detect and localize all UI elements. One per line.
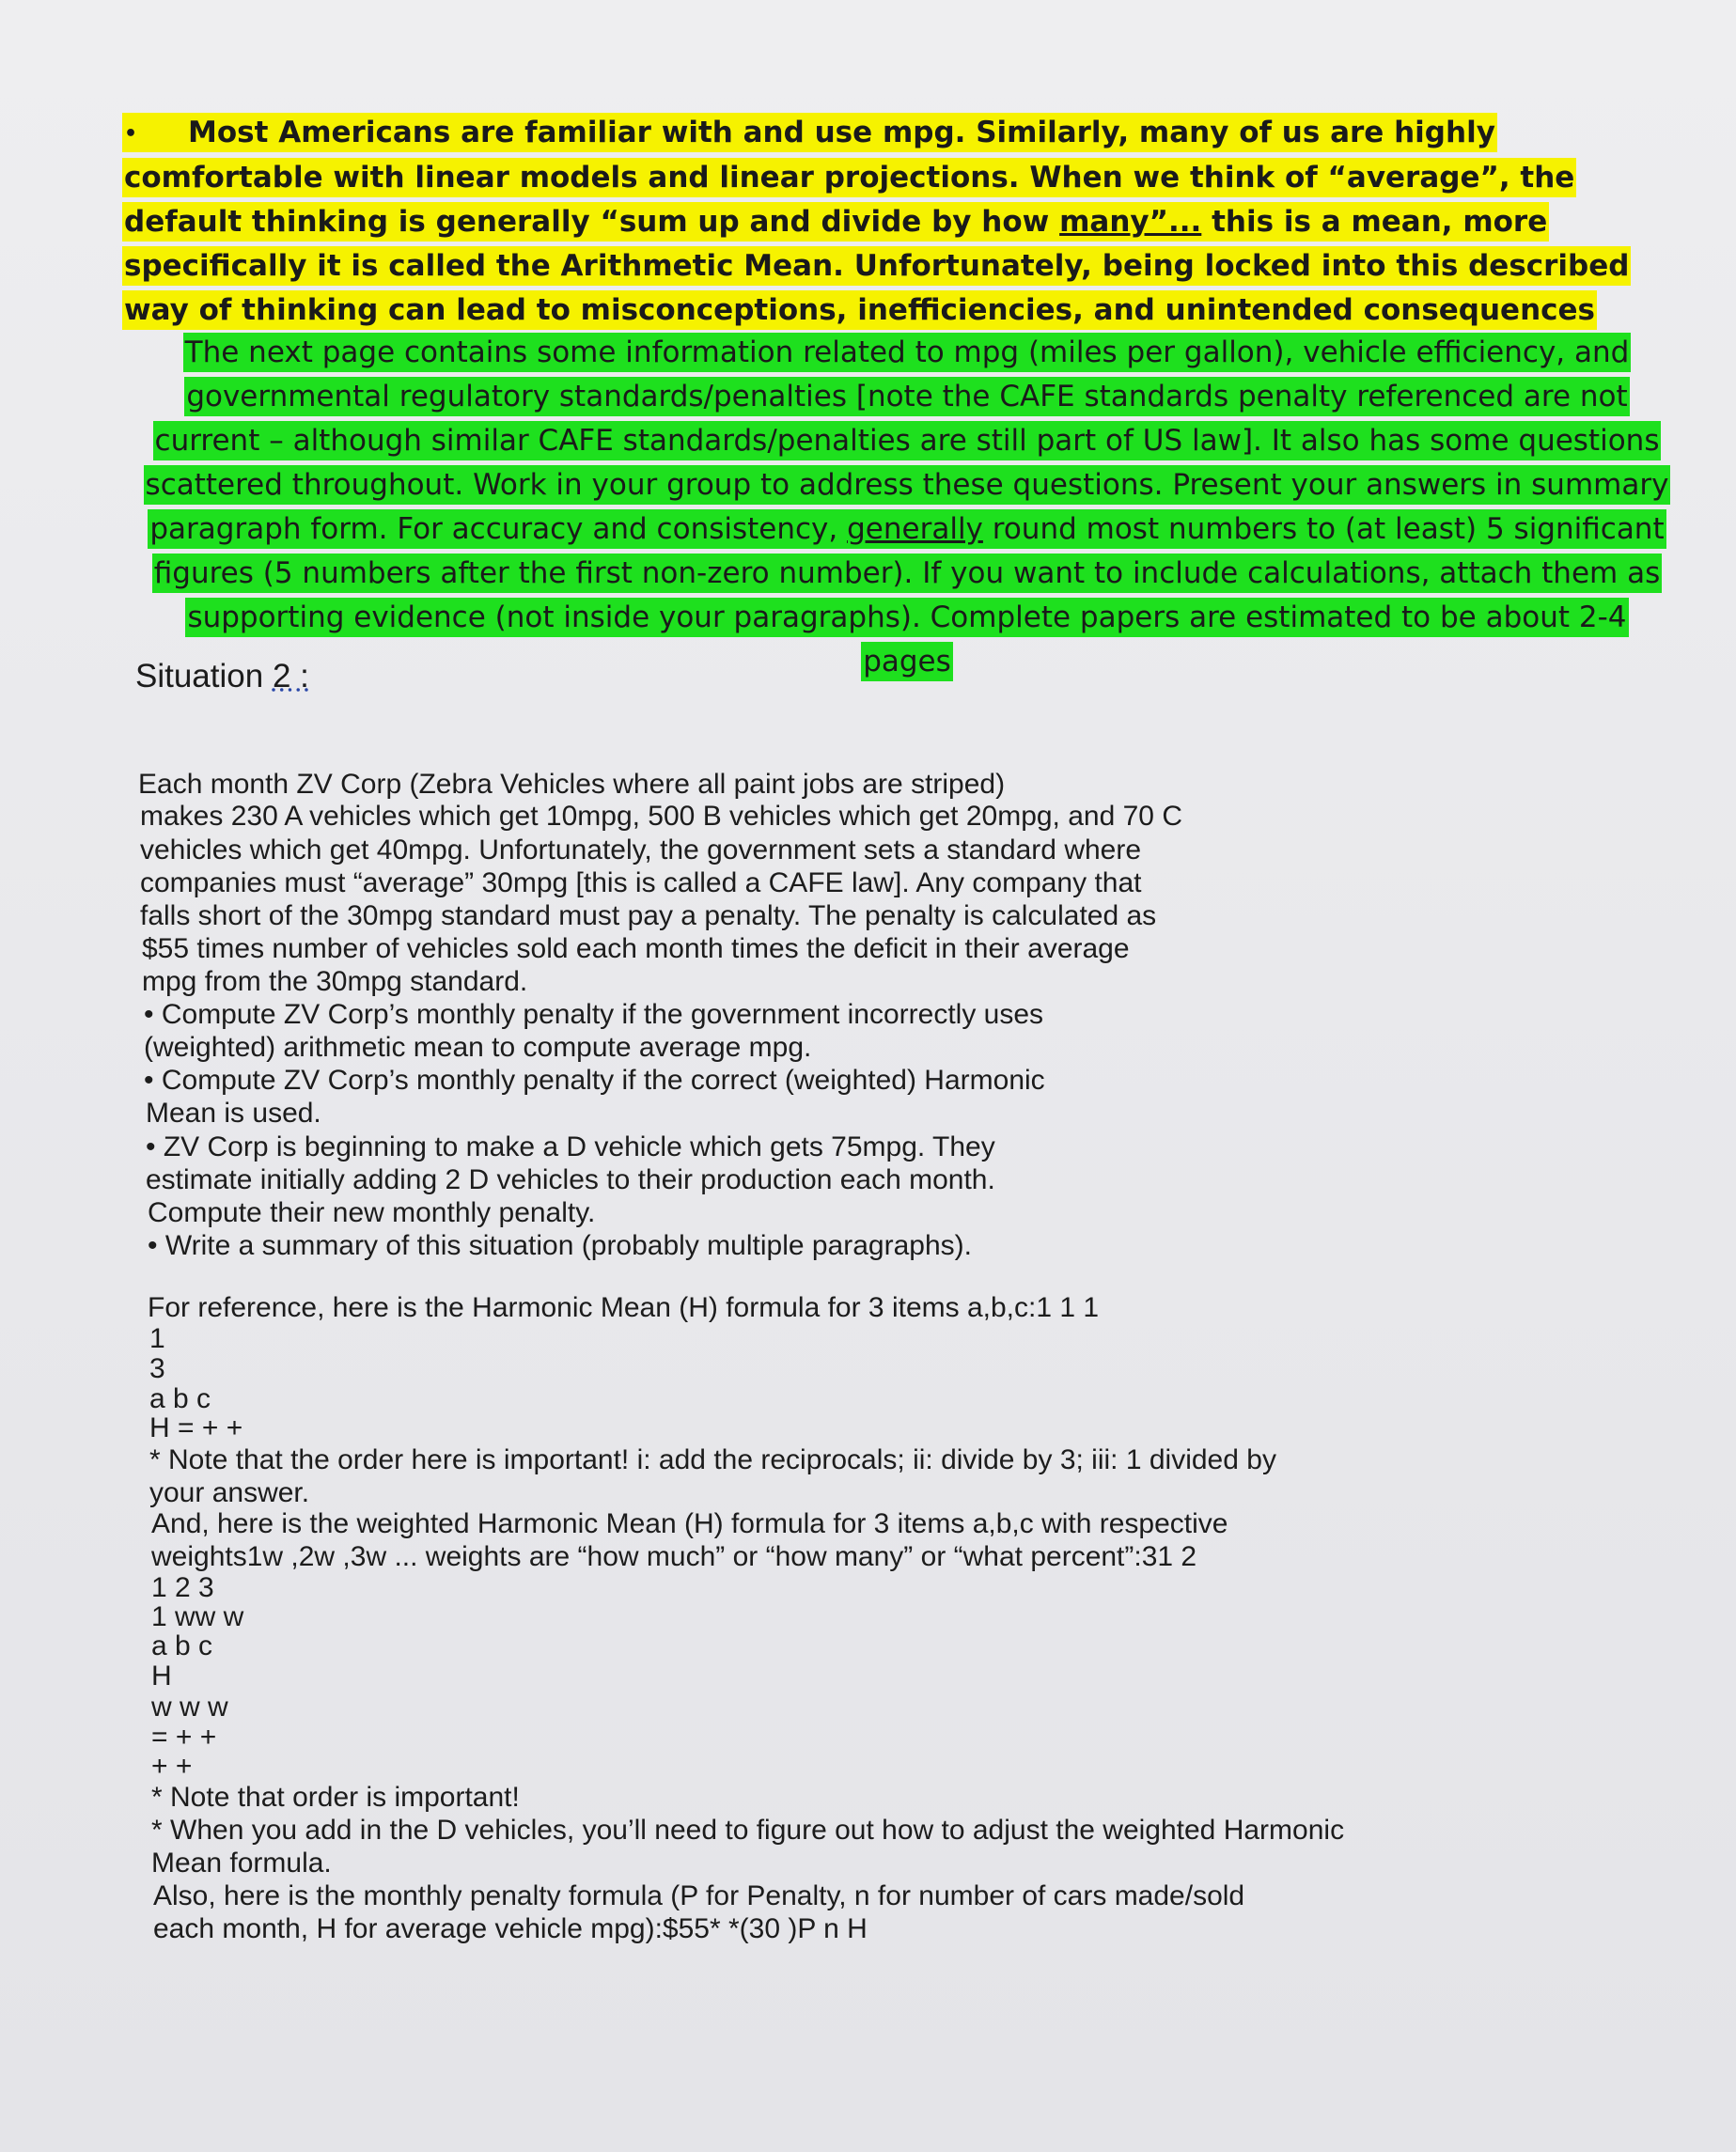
- body-line: makes 230 A vehicles which get 10mpg, 500 B vehicles which get 20mpg, and 70 C: [140, 801, 1182, 832]
- intro-yellow-text-end: this is a mean, more specifically it is called the Arithmetic Mean. Unfortunately, being locked into this described way of thinking can lead to misconceptions, inefficiencies, and unintended consequences: [124, 205, 1630, 327]
- body-line: companies must “average” 30mpg [this is called a CAFE law]. Any company that: [140, 867, 1142, 898]
- body-line: • Write a summary of this situation (probably multiple paragraphs).: [148, 1230, 972, 1261]
- body-line: H = + +: [149, 1412, 243, 1443]
- body-line: • Compute ZV Corp’s monthly penalty if the government incorrectly uses: [144, 999, 1044, 1030]
- body-line: a b c: [151, 1630, 213, 1661]
- intro-green-paragraph: [141, 331, 1673, 684]
- body-line: * When you add in the D vehicles, you’ll need to figure out how to adjust the weighted Harmonic: [151, 1815, 1345, 1846]
- body-line: • Compute ZV Corp’s monthly penalty if the correct (weighted) Harmonic: [144, 1065, 1045, 1096]
- body-line: Mean is used.: [146, 1098, 321, 1129]
- situation-number: 2 :: [272, 658, 309, 694]
- body-line: Compute their new monthly penalty.: [148, 1197, 596, 1228]
- bullet: •: [124, 122, 138, 146]
- body-line: (weighted) arithmetic mean to compute average mpg.: [144, 1032, 812, 1063]
- body-line: 1: [149, 1323, 165, 1354]
- body-line: 1 2 3: [151, 1572, 214, 1603]
- body-line: Each month ZV Corp (Zebra Vehicles where all paint jobs are striped): [138, 769, 1006, 800]
- body-line: * Note that the order here is important! i: add the reciprocals; ii: divide by 3; iii: 1 divided by: [149, 1444, 1276, 1475]
- body-line: vehicles which get 40mpg. Unfortunately, the government sets a standard where: [140, 834, 1142, 865]
- body-line: falls short of the 30mpg standard must pay a penalty. The penalty is calculated as: [140, 900, 1157, 931]
- body-line: For reference, here is the Harmonic Mean (H) formula for 3 items a,b,c:1 1 1: [148, 1292, 1100, 1323]
- body-line: * Note that order is important!: [151, 1782, 520, 1813]
- body-line: 1 ww w: [151, 1601, 244, 1632]
- body-line: = + +: [151, 1722, 217, 1753]
- body-line: each month, H for average vehicle mpg):$55* *(30 )P n H: [153, 1913, 868, 1944]
- body-line: 3: [149, 1353, 165, 1384]
- body-line: w w w: [151, 1692, 228, 1723]
- body-line: a b c: [149, 1383, 211, 1414]
- body-line: And, here is the weighted Harmonic Mean (H) formula for 3 items a,b,c with respective: [151, 1508, 1228, 1539]
- intro-yellow-paragraph: [122, 111, 1701, 333]
- intro-green-text-a: The next page contains some information related to mpg (miles per gallon), vehicle efficiency, and governmental regulatory standards/penalties [note the CAFE standards penalty referenced are not current – although similar CAFE standards/penalties are still part of US law]. It also has some questions scattered throughout. Work in your group to address these questions. Present your answers in summary paragraph form. For accuracy and consistency,: [145, 335, 1669, 546]
- body-line: + +: [151, 1751, 193, 1782]
- body-line: estimate initially adding 2 D vehicles to their production each month.: [146, 1164, 995, 1195]
- body-line: • ZV Corp is beginning to make a D vehicle which gets 75mpg. They: [146, 1131, 995, 1162]
- body-line: H: [151, 1661, 172, 1692]
- intro-green-text-b: round most numbers to (at least) 5 significant figures (5 numbers after the first non-zero number). If you want to include calculations, attach them as supporting evidence (not inside your paragraphs). Complete papers are estimated to be about 2-4 pages: [153, 512, 1665, 678]
- body-line: Mean formula.: [151, 1848, 332, 1879]
- intro-yellow-text: Most Americans are familiar with and use mpg. Similarly, many of us are highly comfortable with linear models and linear projections. When we think of “average”, the default thinking is generally “sum up and divide by how: [124, 116, 1575, 239]
- body-line: your answer.: [149, 1477, 310, 1508]
- underlined-word: many”...: [1059, 205, 1202, 239]
- body-line: mpg from the 30mpg standard.: [142, 966, 528, 997]
- situation-heading: [135, 658, 309, 695]
- body-line: weights1w ,2w ,3w ... weights are “how much” or “how many” or “what percent”:31 2: [151, 1541, 1197, 1572]
- body-line: $55 times number of vehicles sold each month times the deficit in their average: [142, 933, 1130, 964]
- body-line: Also, here is the monthly penalty formula (P for Penalty, n for number of cars made/sold: [153, 1880, 1245, 1911]
- situation-label: Situation: [135, 658, 264, 694]
- underlined-word: generally: [847, 512, 983, 546]
